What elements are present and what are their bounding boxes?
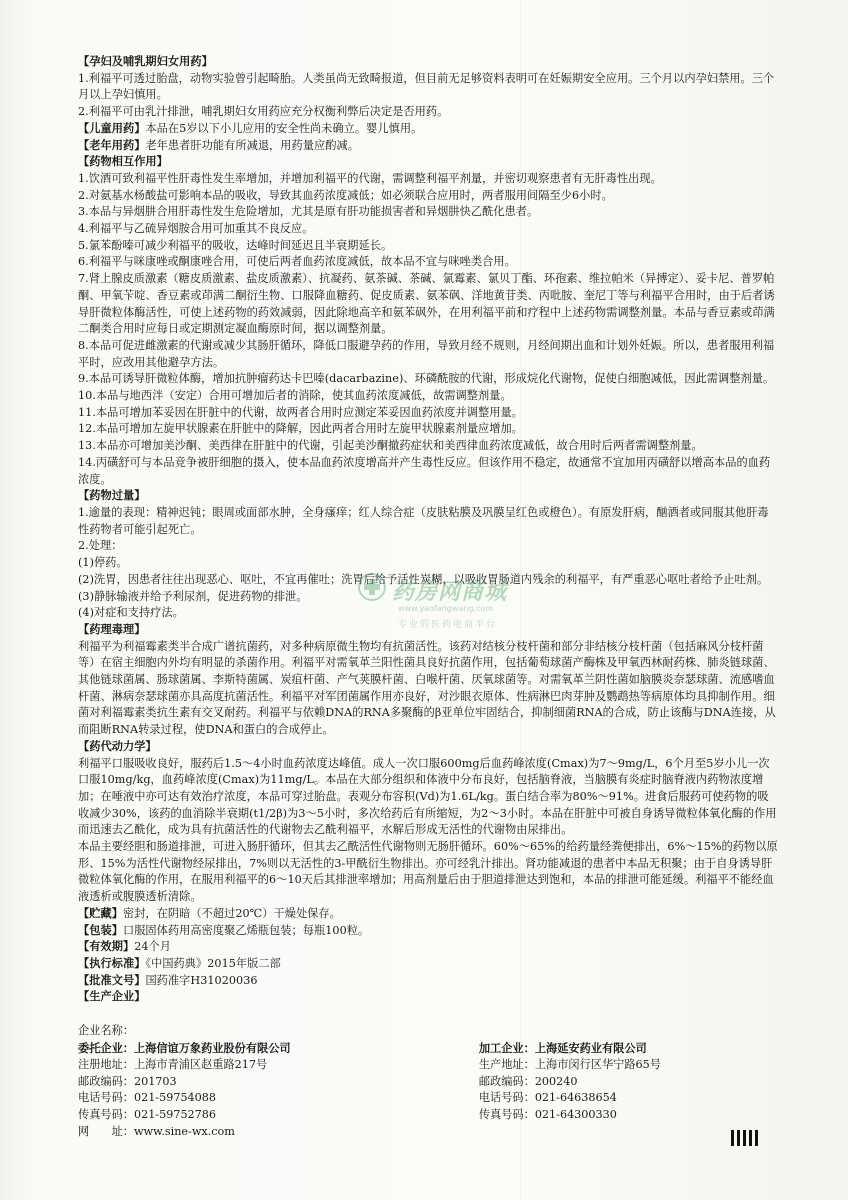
section-text: 口服固体药用高密度聚乙烯瓶包装；每瓶100粒。 [122, 923, 370, 937]
client-company-field [78, 1040, 479, 1058]
field-label: 委托企业： [78, 1040, 134, 1055]
field-value: www.sine-wx.com [133, 1124, 235, 1138]
section-heading: 【药物过量】 [78, 489, 146, 503]
field-value: 021-64300330 [534, 1107, 617, 1121]
client-company-field [78, 1074, 479, 1091]
field-label: 邮政编码： [78, 1074, 134, 1088]
field-value: 021-59754088 [133, 1091, 217, 1105]
section-inline [78, 956, 778, 973]
field-label: 网 址： [78, 1124, 134, 1138]
section-inline [78, 923, 778, 940]
watermark [358, 573, 558, 633]
page-barcode-marks [731, 1130, 771, 1146]
paragraph: 2.处理： [78, 539, 123, 553]
watermark-brand: 药房网商城 [392, 580, 508, 605]
processing-company-field [479, 1074, 778, 1091]
paragraph: 8.本品可促进雌激素的代谢或减少其肠肝循环，降低口服避孕药的作用，导致月经不规则，月经间期出血和计划外妊娠。所以，患者服用利福平时，应改用其他避孕方法。 [78, 338, 775, 369]
section-text: 24个月 [134, 940, 172, 954]
field-label: 电话号码： [478, 1091, 535, 1105]
field-value: 021-64638654 [534, 1091, 617, 1105]
paragraph: 11.本品可增加苯妥因在肝脏中的代谢，故两者合用时应测定苯妥因血药浓度并调整用量。 [78, 405, 523, 419]
section-heading: 【药代动力学】 [78, 739, 157, 753]
watermark-url: www.yaofangwang.com [398, 604, 494, 613]
company-row [78, 1107, 778, 1124]
field-value: 上海市闵行区华宁路65号 [534, 1058, 661, 1072]
field-value: 021-59752786 [133, 1107, 217, 1121]
leaflet-body [78, 54, 778, 1006]
field-label: 生产地址： [478, 1058, 535, 1072]
field-label: 加工企业： [478, 1040, 535, 1055]
paragraph: 1.逾量的表现：精神迟钝；眼周或面部水肿，全身瘙痒；红人综合症（皮肤粘膜及巩膜呈红色或橙色）。有原发肝病，酗酒者或同服其他肝毒性药物者可能引起死亡。 [78, 505, 769, 536]
section-text: 国药准字H31020036 [145, 973, 258, 987]
paragraph: 3.本品与异烟肼合用肝毒性发生危险增加，尤其是原有肝功能损害者和异烟肼快乙酰化患者。 [78, 205, 539, 219]
company-row [78, 1057, 778, 1074]
client-company-field [78, 1107, 479, 1124]
section-inline [78, 939, 778, 956]
section-text: 《中国药典》2015年版二部 [145, 956, 281, 970]
section-text: 本品在5岁以下小儿应用的安全性尚未确立。婴儿慎用。 [145, 121, 423, 135]
field-value: 上海延安药业有限公司 [534, 1040, 647, 1055]
section-heading: 【药物相互作用】 [78, 155, 168, 169]
section-heading: 【包装】 [78, 923, 123, 937]
section-heading: 【有效期】 [78, 940, 135, 954]
company-row [78, 1124, 778, 1141]
section-text: 老年患者肝功能有所减退，用药量应酌减。 [145, 138, 359, 152]
paragraph: (2)洗胃，因患者往往出现恶心、呕吐，不宜再催吐；洗胃后给予活性炭糊，以吸收胃肠道内残余的利福平，有严重恶心呕吐者给予止吐剂。 [78, 572, 769, 586]
company-row [78, 1074, 778, 1091]
paragraph: 9.本品可诱导肝微粒体酶，增加抗肿瘤药达卡巴嗪(dacarbazine)、环磷酰胺的代谢，形成烷化代谢物，促使白细胞减低，因此需调整剂量。 [78, 372, 775, 386]
section-text: 密封，在阴暗（不超过20℃）干燥处保存。 [122, 906, 341, 920]
client-company-field [78, 1057, 479, 1074]
paragraph: 利福平口服吸收良好，服药后1.5～4小时血药浓度达峰值。成人一次口服600mg后血药峰浓度(Cmax)为7～9mg/L，6个月至5岁小儿一次口服10mg/kg，血药峰浓度(Cmax)为11mg/L。本品在大部分组织和体液中分布良好，包括脑脊液，当脑膜有炎症时脑脊液内药物浓度增加；在唾液中亦可达有效治疗浓度，本品可穿过胎盘。表观分布容积(Vd)为1.6L/kg。蛋白结合率为80%～91%。进食后服药可使药物的吸收减少30%，该药的血消除半衰期(t1/2β)为3～5小时，多次给药后有所缩短，为2～3小时。本品在肝脏中可被自身诱导微粒体氧化酶的作用而迅速去乙酰化，成为具有抗菌活性的代谢物去乙酰利福平，水解后形成无活性的代谢物由尿排出。 [78, 756, 777, 837]
field-label: 传真号码： [478, 1107, 535, 1121]
section-heading: 【孕妇及哺乳期妇女用药】 [78, 55, 213, 68]
manufacturer-block [78, 1023, 778, 1140]
paragraph: 2.利福平可由乳汁排泄，哺乳期妇女用药应充分权衡利弊后决定是否用药。 [78, 105, 449, 119]
enterprise-name-label: 企业名称： [78, 1024, 134, 1037]
watermark-slogan: 专业的医药电商平台 [398, 620, 498, 630]
paragraph: 7.肾上腺皮质激素（糖皮质激素、盐皮质激素）、抗凝药、氨茶碱、茶碱、氯霉素、氯贝丁酯、环孢素、维拉帕米（异搏定）、妥卡尼、普罗帕酮、甲氧苄啶、香豆素或茚满二酮衍生物、口服降血糖药、促皮质素、氨苯砜、洋地黄苷类、丙吡胺、奎尼丁等与利福平合用时，由于后者诱导肝微粒体酶活性，可使上述药物的药效减弱，因此除地高辛和氨苯砜外，在用利福平前和疗程中上述药物需调整剂量。本品与香豆素或茚满二酮类合用时应每日或定期测定凝血酶原时间，据以调整剂量。 [78, 272, 775, 336]
field-value: 上海市青浦区赵重路217号 [133, 1058, 268, 1072]
section-inline [78, 906, 778, 923]
section-heading: 【执行标准】 [78, 956, 146, 970]
client-company-field [78, 1124, 479, 1141]
field-value: 201703 [133, 1074, 177, 1088]
section-heading: 【老年用药】 [78, 138, 146, 152]
paragraph: 1.饮酒可致利福平性肝毒性发生率增加，并增加利福平的代谢，需调整利福平剂量，并密切观察患者有无肝毒性出现。 [78, 171, 662, 185]
paragraph: (3)静脉输液并给予利尿剂，促进药物的排泄。 [78, 589, 308, 603]
paragraph: 本品主要经胆和肠道排泄，可进入肠肝循环，但其去乙酰活性代谢物则无肠肝循环。60%～65%的给药量经粪便排出，6%～15%的药物以原形、15%为活性代谢物经尿排出，7%则以无活性的3-甲酰衍生物排出。亦可经乳汁排出。肾功能减退的患者中本品无积聚；由于自身诱导肝微粒体氧化酶的作用，在服用利福平的6～10天后其排泄率增加；用高剂量后由于胆道排泄达到饱和，本品的排泄可能延缓。利福平不能经血液透析或腹膜透析清除。 [78, 840, 778, 904]
paragraph: 10.本品与地西泮（安定）合用可增加后者的消除，使其血药浓度减低，故需调整剂量。 [78, 389, 512, 403]
client-company-field [78, 1090, 479, 1107]
company-row [78, 1040, 778, 1058]
paragraph: 14.丙磺舒可与本品竞争被肝细胞的摄入，使本品血药浓度增高并产生毒性反应。但该作用不稳定，故通常不宜加用丙磺舒以增高本品的血药浓度。 [78, 455, 771, 486]
paragraph: 5.氯苯酚嗪可减少利福平的吸收，达峰时间延迟且半衰期延长。 [78, 238, 393, 252]
field-label: 邮政编码： [478, 1074, 535, 1088]
section-inline [78, 138, 778, 155]
field-label: 传真号码： [78, 1107, 134, 1121]
paragraph: (4)对症和支持疗法。 [78, 606, 184, 620]
paragraph: 12.本品可增加左旋甲状腺素在肝脏中的降解，因此两者合用时左旋甲状腺素剂量应增加。 [78, 422, 523, 436]
paragraph: (1)停药。 [78, 556, 128, 570]
paragraph: 2.对氨基水杨酸盐可影响本品的吸收，导致其血药浓度减低；如必须联合应用时，两者服用间隔至少6小时。 [78, 188, 613, 202]
section-heading: 【生产企业】 [78, 990, 146, 1004]
field-value: 200240 [534, 1074, 578, 1088]
processing-company-field [479, 1040, 778, 1058]
section-heading: 【批准文号】 [78, 973, 146, 987]
paragraph: 13.本品亦可增加美沙酮、美西律在肝脏中的代谢，引起美沙酮撤药症状和美西律血药浓度减低，故合用时后两者需调整剂量。 [78, 439, 703, 453]
paragraph: 6.利福平与咪康唑或酮康唑合用，可使后两者血药浓度减低，故本品不宜与咪唑类合用。 [78, 255, 516, 269]
processing-company-field [479, 1057, 778, 1074]
processing-company-field [479, 1107, 778, 1124]
field-label: 注册地址： [78, 1058, 134, 1072]
paragraph: 1.利福平可透过胎盘，动物实验曾引起畸胎。人类虽尚无致畸报道，但目前无足够资料表明可在妊娠期安全应用。三个月以内孕妇禁用。三个月以上孕妇慎用。 [78, 71, 775, 102]
field-value: 上海信谊万象药业股份有限公司 [133, 1040, 291, 1055]
section-inline [78, 121, 778, 138]
processing-company-field [479, 1090, 778, 1107]
paragraph: 4.利福平与乙硫异烟胺合用可加重其不良反应。 [78, 222, 314, 236]
section-heading: 【儿童用药】 [78, 121, 146, 135]
section-inline [78, 973, 778, 990]
pharmacy-cross-icon [358, 573, 386, 601]
section-heading: 【药理毒理】 [78, 622, 146, 636]
field-label: 电话号码： [78, 1091, 134, 1105]
company-row [78, 1090, 778, 1107]
paragraph: 利福平为利福霉素类半合成广谱抗菌药，对多种病原微生物均有抗菌活性。该药对结核分枝杆菌和部分非结核分枝杆菌（包括麻风分枝杆菌等）在宿主细胞内外均有明显的杀菌作用。利福平对需氧革兰阳性菌具良好抗菌作用，包括葡萄球菌产酶株及甲氧西林耐药株、肺炎链球菌、其他链球菌属、肠球菌属、李斯特菌属、炭疽杆菌、产气荚膜杆菌、白喉杆菌、厌氧球菌等。对需氧革兰阴性菌如脑膜炎奈瑟球菌、流感嗜血杆菌、淋病奈瑟球菌亦具高度抗菌活性。利福平对军团菌属作用亦良好，对沙眼衣原体、性病淋巴肉芽肿及鹦鹉热等病原体均具抑制作用。细菌对利福霉素类抗生素有交叉耐药。利福平与依赖DNA的RNA多聚酶的β亚单位牢固结合，抑制细菌RNA的合成，防止该酶与DNA连接，从而阻断RNA转录过程，使DNA和蛋白的合成停止。 [78, 639, 776, 737]
section-heading: 【贮藏】 [78, 906, 123, 920]
